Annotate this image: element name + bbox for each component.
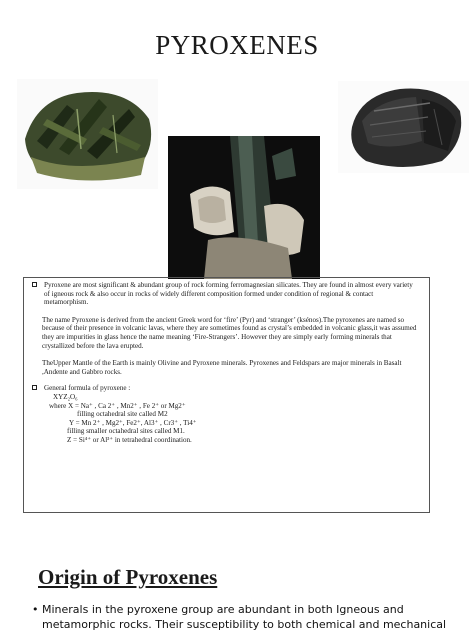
checkbox-bullet-icon <box>32 385 37 390</box>
pyroxene-dark-crystal-photo <box>338 81 469 173</box>
formula-line: filling smaller octahedral sites called M1. <box>67 427 185 436</box>
formula-line: Z = Si⁴⁺ or Al³⁺ in tetrahedral coordination. <box>67 435 192 444</box>
pyroxene-crystal-cluster-photo <box>17 79 158 189</box>
bottom-bullet <box>32 602 462 632</box>
bullet-item <box>32 281 419 307</box>
bullet-item <box>32 384 419 393</box>
pyroxene-prism-photo <box>168 136 320 279</box>
paragraph-mantle: TheUpper Mantle of the Earth is mainly Olivine and Pyroxene minerals. Pyroxenes and Feldspars are major minerals in Basalt ,Andente and Gabbro rocks. <box>42 359 402 376</box>
bullet-dot-icon: • <box>32 603 39 616</box>
formula-line: XYZ₂O₆ <box>53 392 78 401</box>
paragraph-abundance: Pyroxene are most significant & abundant group of rock forming ferromagnesian silicates. They are found in almost every variety of igneous rock & also occur in rocks of widely different composition formed under condition of regional & contact metamorphism. <box>44 281 413 307</box>
formula-heading: General formula of pyroxene : <box>44 384 131 393</box>
formula-line: filling octahedral site called M2 <box>77 410 168 419</box>
checkbox-bullet-icon <box>32 282 37 287</box>
formula-line: where X = Na⁺ , Ca 2⁺ , Mn2⁺ , Fe 2⁺ or Mg2⁺ <box>49 401 186 410</box>
formula-line: Y = Mn 2⁺ , Mg2⁺, Fe2⁺, Al3⁺ , Cr3⁺ , Ti4⁺ <box>69 418 197 427</box>
paragraph-name-origin: The name Pyroxene is derived from the ancient Greek word for ‘fire’ (Pyr) and ‘stranger’ (ksénos).The pyroxenes are named so because of their presence in volcanic lavas, where they are sometimes found as crystal’s embedded in volcanic glass,it was assumed they are impurities in glass hence the name meaning ‘Fire-Strangers’. However they are simply early forming minerals that crystallized before the lava erupted. <box>42 315 417 350</box>
bottom-bullet-text: Minerals in the pyroxene group are abundant in both Igneous and metamorphic rocks. Their susceptibility to both chemical and mechanical <box>42 603 447 631</box>
page-title: PYROXENES <box>155 30 319 60</box>
description-textbox <box>23 277 430 513</box>
section-title: Origin of Pyroxenes <box>38 565 218 589</box>
